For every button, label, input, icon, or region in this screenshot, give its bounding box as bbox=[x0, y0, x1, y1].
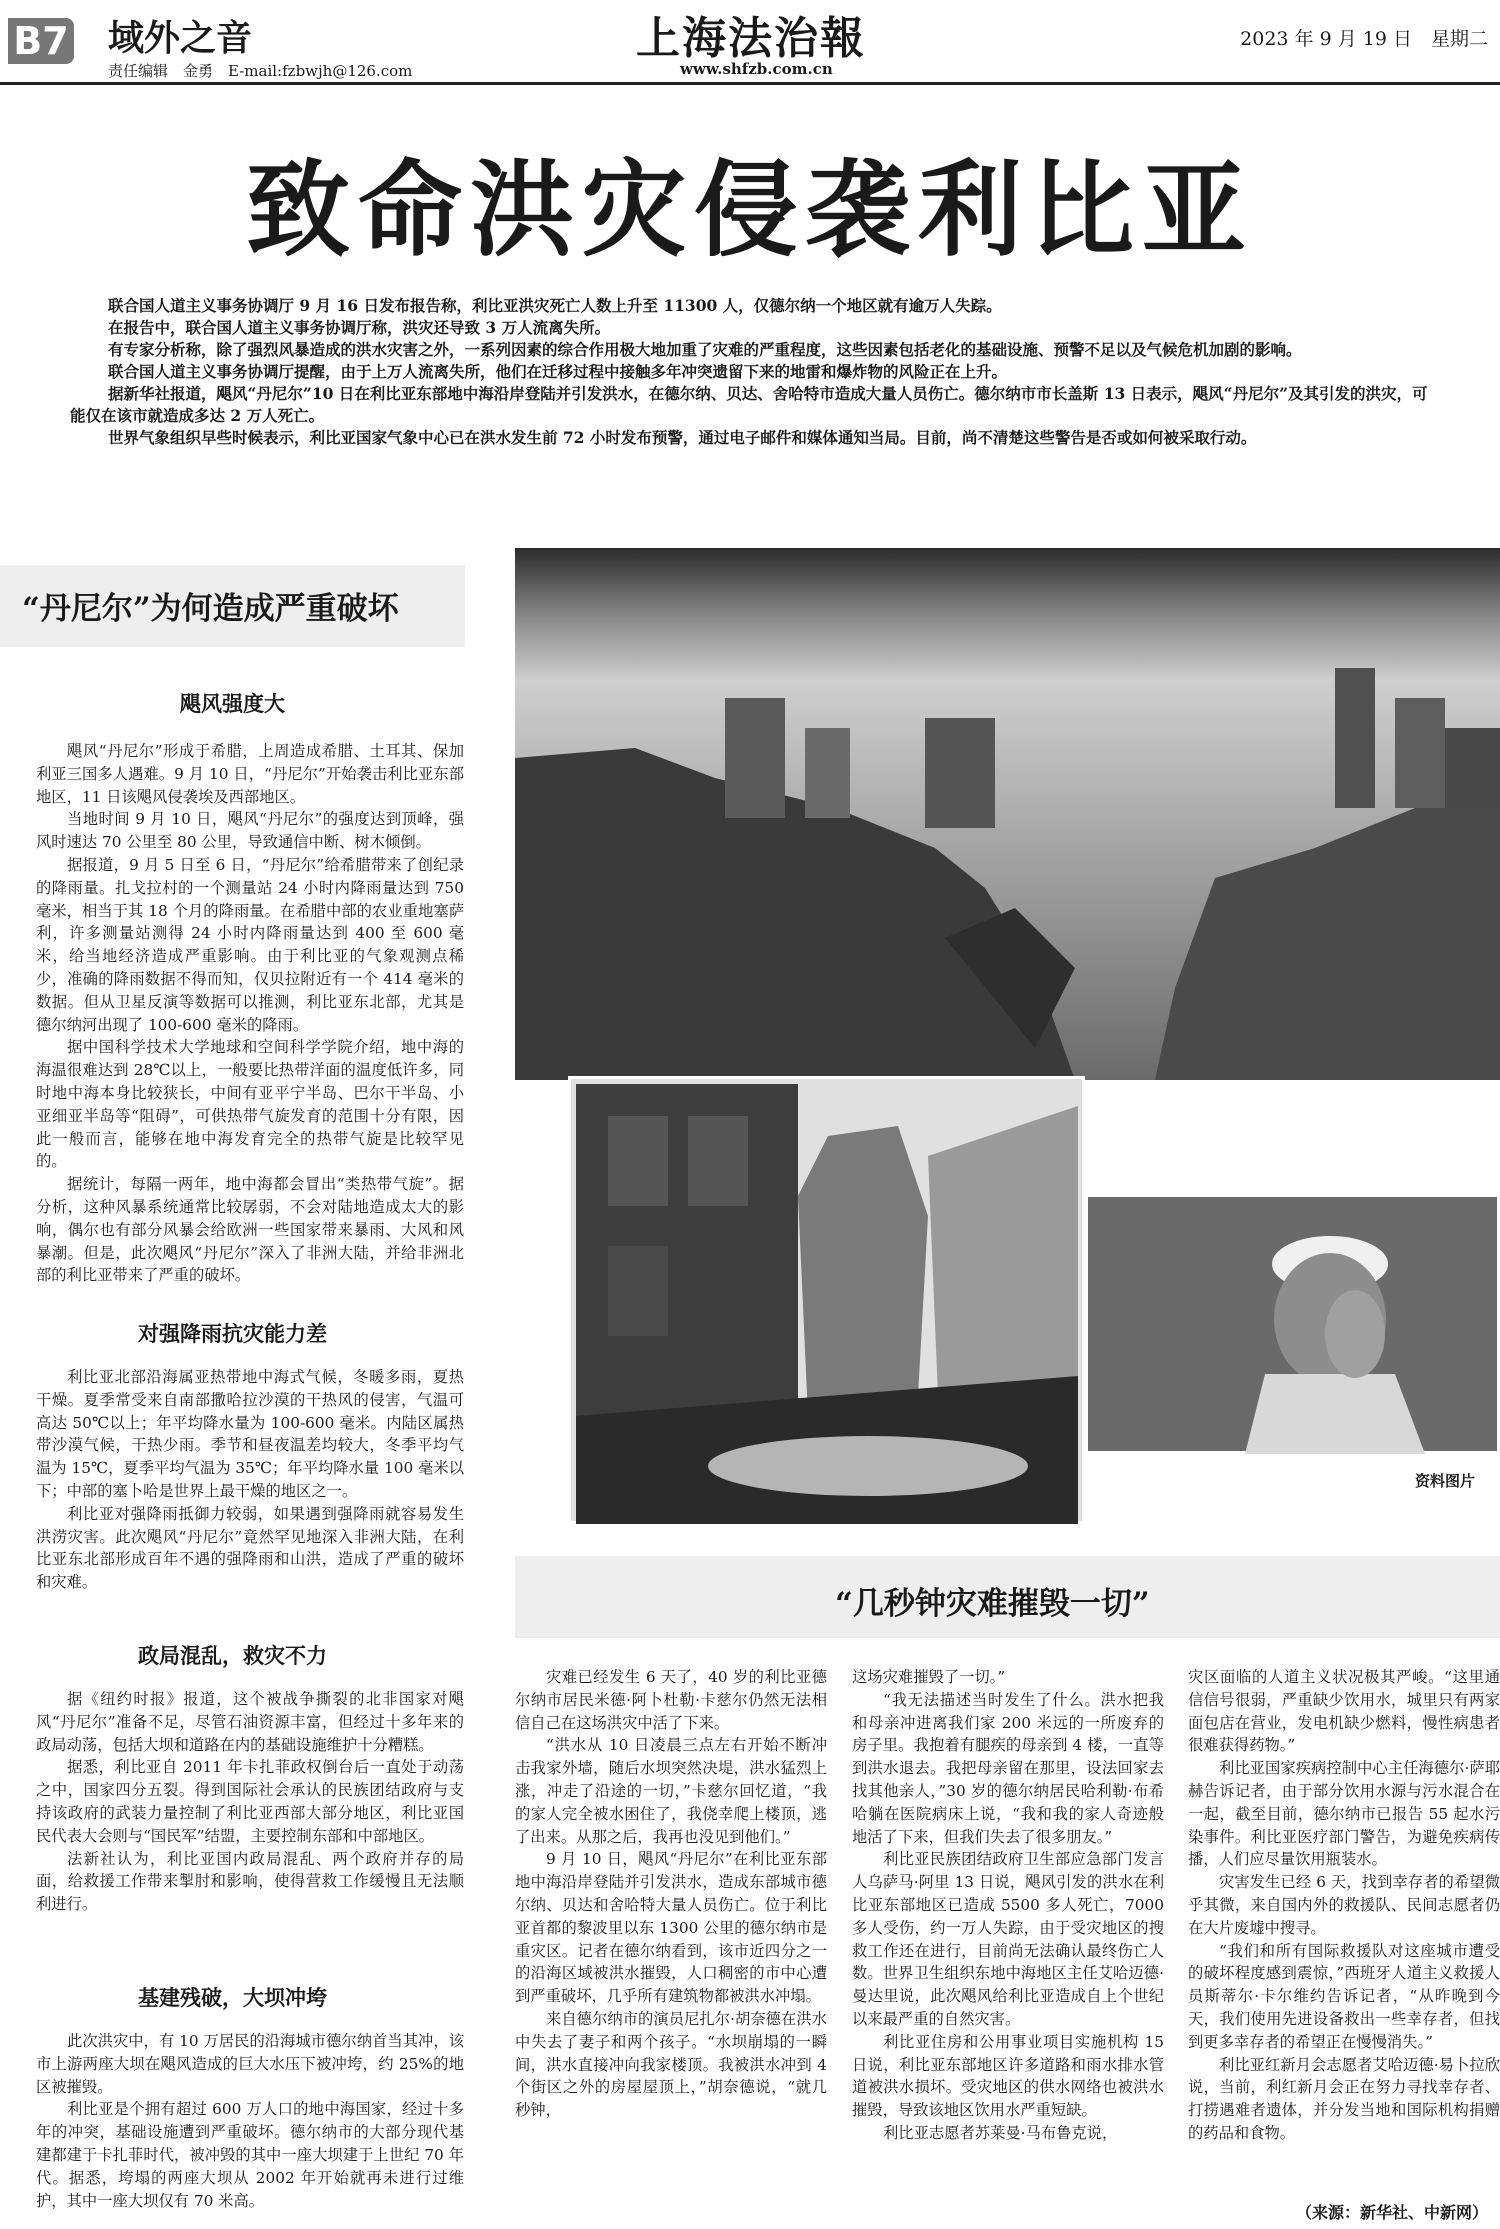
paragraph: 飓风“丹尼尔”形成于希腊，上周造成希腊、土耳其、保加利亚三国多人遇难。9 月 10 日，“丹尼尔”开始袭击利比亚东部地区，11 日该飓风侵袭埃及西部地区。 bbox=[36, 742, 464, 806]
subhead-infrastructure: 基建残破，大坝冲垮 bbox=[138, 1986, 327, 2010]
subhead-storm-intensity: 飓风强度大 bbox=[180, 692, 285, 716]
flooded-street-photo bbox=[568, 1076, 1085, 1524]
lead-paragraph: 联合国人道主义事务协调厅 9 月 16 日发布报告称，利比亚洪灾死亡人数上升至 11300 人，仅德尔纳一个地区就有逾万人失踪。 bbox=[108, 296, 1002, 315]
newspaper-logo: 上海法治報 bbox=[636, 13, 866, 64]
bottom-column-3 bbox=[1188, 1666, 1500, 2145]
paragraph: 这场灾难摧毁了一切。” bbox=[852, 1668, 1006, 1686]
article-block-rain bbox=[36, 1366, 464, 1594]
paragraph: 利比亚国家疾病控制中心主任海德尔·萨耶赫告诉记者，由于部分饮用水源与污水混合在一起，截至目前，德尔纳市已报告 55 起水污染事件。利比亚医疗部门警告，为避免疾病传播，人们应尽量饮用瓶装水。 bbox=[1188, 1759, 1500, 1869]
lead-paragraph: 据新华社报道，飓风“丹尼尔”10 日在利比亚东部地中海沿岸登陆并引发洪水，在德尔纳、贝达、舍哈特市造成大量人员伤亡。德尔纳市市长盖斯 13 日表示，飓风“丹尼尔”及其引发的洪灾，可能仅在该市就造成多达 2 万人死亡。 bbox=[70, 384, 1428, 425]
lead-summary bbox=[70, 295, 1430, 449]
editor-line: 责任编辑 金勇 E-mail:fzbwjh@126.com bbox=[108, 62, 413, 80]
paragraph: 利比亚红新月会志愿者艾哈迈德·易卜拉欣说，当前，利红新月会正在努力寻找幸存者、打捞遇难者遗体，并分发当地和国际机构捐赠的药品和食物。 bbox=[1188, 2055, 1500, 2142]
issue-date: 2023 年 9 月 19 日 星期二 bbox=[1240, 28, 1488, 50]
subhead-rain-resilience: 对强降雨抗灾能力差 bbox=[138, 1322, 327, 1346]
paragraph: 据报道，9 月 5 日至 6 日，“丹尼尔”给希腊带来了创纪录的降雨量。扎戈拉村的一个测量站 24 小时内降雨量达到 750 毫米，相当于其 18 个月的降雨量。在希腊中部的农业重地塞萨利，许多测量站测得 24 小时内降雨量达到 400 至 600 毫米，给当地经济造成严重影响。由于利比亚的气象观测点稀少，准确的降雨数据不得而知，仅贝拉附近有一个 414 毫米的数据。但从卫星反演等数据可以推测，利比亚东北部，尤其是德尔纳河出现了 100-600 毫米的降雨。 bbox=[36, 855, 464, 1034]
bottom-section-title: “几秒钟灾难摧毁一切” bbox=[835, 1586, 1150, 1622]
source-line: （来源：新华社、中新网） bbox=[1295, 2203, 1488, 2222]
photo-credit: 资料图片 bbox=[1415, 1472, 1476, 1490]
paragraph: “我们和所有国际救援队对这座城市遭受的破坏程度感到震惊，”西班牙人道主义救援人员斯蒂尔·卡尔维约告诉记者，“从昨晚到今天，我们使用先进设备救出一些幸存者，但找到更多幸存者的希望正在慢慢消失。” bbox=[1188, 1941, 1500, 2051]
subhead-political-chaos: 政局混乱，救灾不力 bbox=[138, 1644, 327, 1668]
bottom-column-2 bbox=[852, 1666, 1164, 2145]
header-rule bbox=[0, 82, 1500, 85]
paragraph: “洪水从 10 日凌晨三点左右开始不断冲击我家外墙，随后水坝突然决堤，洪水猛烈上涨，冲走了沿途的一切，”卡慈尔回忆道，“我的家人完全被水困住了，我侥幸爬上楼顶，逃了出来。从那之后，我再也没见到他们。” bbox=[515, 1736, 827, 1846]
paragraph: 利比亚对强降雨抵御力较弱，如果遇到强降雨就容易发生洪涝灾害。此次飓风“丹尼尔”竟然罕见地深入非洲大陆，在利比亚东北部形成百年不遇的强降雨和山洪，造成了严重的破坏和灾难。 bbox=[36, 1504, 464, 1592]
paragraph: 灾害发生已经 6 天，找到幸存者的希望微乎其微，来自国内外的救援队、民间志愿者仍在大片废墟中搜寻。 bbox=[1188, 1873, 1500, 1937]
paragraph: 利比亚民族团结政府卫生部应急部门发言人乌萨马·阿里 13 日说，飓风引发的洪水在利比亚东部地区已造成 5500 多人死亡，7000 多人受伤，约一万人失踪，由于受灾地区的搜救工作还在进行，目前尚无法确认最终伤亡人数。世界卫生组织东地中海地区主任艾哈迈德·曼达里说，此次飓风给利比亚造成自上个世纪以来最严重的自然灾害。 bbox=[852, 1850, 1164, 2028]
lead-paragraph: 世界气象组织早些时候表示，利比亚国家气象中心已在洪水发生前 72 小时发布预警，通过电子邮件和媒体通知当局。目前，尚不清楚这些警告是否或如何被采取行动。 bbox=[108, 428, 1257, 447]
bottom-column-1 bbox=[515, 1666, 827, 2122]
paragraph: 法新社认为，利比亚国内政局混乱、两个政府并存的局面，给救援工作带来掣肘和影响，使得营救工作缓慢且无法顺利进行。 bbox=[36, 1849, 464, 1914]
paragraph: 灾难已经发生 6 天了，40 岁的利比亚德尔纳市居民米德·阿卜杜勒·卡慈尔仍然无法相信自己在这场洪灾中活了下来。 bbox=[515, 1668, 827, 1732]
paragraph: 利比亚住房和公用事业项目实施机构 15 日说，利比亚东部地区许多道路和雨水排水管道被洪水损坏。受灾地区的供水网络也被洪水摧毁，导致该地区饮用水严重短缺。 bbox=[852, 2032, 1164, 2120]
article-block-storm bbox=[36, 740, 464, 1287]
lead-paragraph: 联合国人道主义事务协调厅提醒，由于上万人流离失所，他们在迁移过程中接触多年冲突遗留下来的地雷和爆炸物的风险正在上升。 bbox=[108, 362, 1008, 381]
headline: 致命洪灾侵袭利比亚 bbox=[245, 149, 1254, 271]
paragraph: 9 月 10 日，飓风“丹尼尔”在利比亚东部地中海沿岸登陆并引发洪水，造成东部城市德尔纳、贝达和舍哈特大量人员伤亡。位于利比亚首都的黎波里以东 1300 公里的德尔纳市是重灾区。记者在德尔纳看到，该市近四分之一的沿海区域被洪水摧毁，人口稠密的市中心遭到严重破坏，几乎所有建筑物都被洪水冲塌。 bbox=[515, 1850, 827, 2006]
lead-paragraph: 在报告中，联合国人道主义事务协调厅称，洪灾还导致 3 万人流离失所。 bbox=[108, 318, 611, 337]
article-block-infrastructure bbox=[36, 2030, 464, 2212]
paragraph: 利比亚志愿者苏莱曼·马布鲁克说， bbox=[883, 2123, 1118, 2142]
paragraph: 灾区面临的人道主义状况极其严峻。“这里通信信号很弱，严重缺少饮用水，城里只有两家面包店在营业，发电机缺少燃料，慢性病患者很难获得药物。” bbox=[1188, 1668, 1500, 1755]
paragraph: 据《纽约时报》报道，这个被战争撕裂的北非国家对飓风“丹尼尔”准备不足，尽管石油资源丰富，但经过十多年来的政局动荡，包括大坝和道路在内的基础设施维护十分糟糕。 bbox=[36, 1690, 464, 1754]
paragraph: 来自德尔纳市的演员尼扎尔·胡奈德在洪水中失去了妻子和两个孩子。“水坝崩塌的一瞬间，洪水直接冲向我家楼顶。我被洪水冲到 4 个街区之外的房屋屋顶上，”胡奈德说，“就几秒钟， bbox=[515, 2009, 827, 2120]
paragraph: 据中国科学技术大学地球和空间科学学院介绍，地中海的海温很难达到 28℃以上，一般要比热带洋面的温度低许多，同时地中海本身比较狭长，中间有亚平宁半岛、巴尔干半岛、小亚细亚半岛等“阻碍”，可供热带气旋发育的范围十分有限，因此一般而言，能够在地中海发育完全的热带气旋是比较罕见的。 bbox=[36, 1038, 464, 1171]
paragraph: 据统计，每隔一两年，地中海都会冒出“类热带气旋”。据分析，这种风暴系统通常比较孱弱，不会对陆地造成太大的影响，偶尔也有部分风暴会给欧洲一些国家带来暴雨、大风和风暴潮。但是，此次飓风“丹尼尔”深入了非洲大陆，并给非洲北部的利比亚带来了严重的破坏。 bbox=[36, 1175, 464, 1285]
paragraph: 据悉，利比亚自 2011 年卡扎菲政权倒台后一直处于动荡之中，国家四分五裂。得到国际社会承认的民族团结政府与支持该政府的武装力量控制了利比亚西部大部分地区，利比亚国民代表大会则与“国民军”结盟，主要控制东部和中部地区。 bbox=[36, 1758, 464, 1845]
newspaper-url: www.shfzb.com.cn bbox=[680, 60, 833, 78]
lead-paragraph: 有专家分析称，除了强烈风暴造成的洪水灾害之外，一系列因素的综合作用极大地加重了灾难的严重程度，这些因素包括老化的基础设施、预警不足以及气候危机加剧的影响。 bbox=[108, 340, 1302, 359]
paragraph: “我无法描述当时发生了什么。洪水把我和母亲冲进离我们家 200 米远的一所废弃的房子里。我抱着有腿疾的母亲到 4 楼，一直等到洪水退去。我把母亲留在那里，设法回家去找其他亲人，”30 岁的德尔纳居民哈利勒·布希哈躺在医院病床上说，“我和我的家人奇迹般地活了下来，但我们失去了很多朋友。” bbox=[852, 1690, 1164, 1846]
page-number-badge: B7 bbox=[8, 18, 74, 64]
paragraph: 利比亚北部沿海属亚热带地中海式气候，冬暖多雨，夏热干燥。夏季常受来自南部撒哈拉沙漠的干热风的侵害，气温可高达 50℃以上；年平均降水量为 100-600 毫米。内陆区属热带沙漠气候，干热少雨。季节和昼夜温差均较大，冬季平均气温为 15℃，夏季平均气温为 35℃；年平均降水量 100 毫米以下；中部的塞卜哈是世界上最干燥的地区之一。 bbox=[36, 1368, 464, 1500]
paragraph: 此次洪灾中，有 10 万居民的沿海城市德尔纳首当其冲，该市上游两座大坝在飓风造成的巨大水压下被冲垮，约 25%的地区被摧毁。 bbox=[36, 2032, 464, 2096]
left-section-title: “丹尼尔”为何造成严重破坏 bbox=[22, 591, 399, 627]
section-name: 域外之音 bbox=[108, 18, 253, 59]
paragraph: 当地时间 9 月 10 日，飓风“丹尼尔”的强度达到顶峰，强风时速达 70 公里至 80 公里，导致通信中断、树木倾倒。 bbox=[36, 810, 464, 852]
aerial-flood-photo bbox=[515, 548, 1500, 1080]
grieving-man-photo bbox=[1085, 1194, 1500, 1454]
article-block-politics bbox=[36, 1688, 464, 1916]
paragraph: 利比亚是个拥有超过 600 万人口的地中海国家，经过十多年的冲突，基础设施遭到严重破坏。德尔纳市的大部分现代基建都建于卡扎菲时代，被冲毁的其中一座大坝建于上世纪 70 年代。据悉，垮塌的两座大坝从 2002 年开始就再未进行过维护，其中一座大坝仅有 70 米高。 bbox=[36, 2100, 464, 2210]
